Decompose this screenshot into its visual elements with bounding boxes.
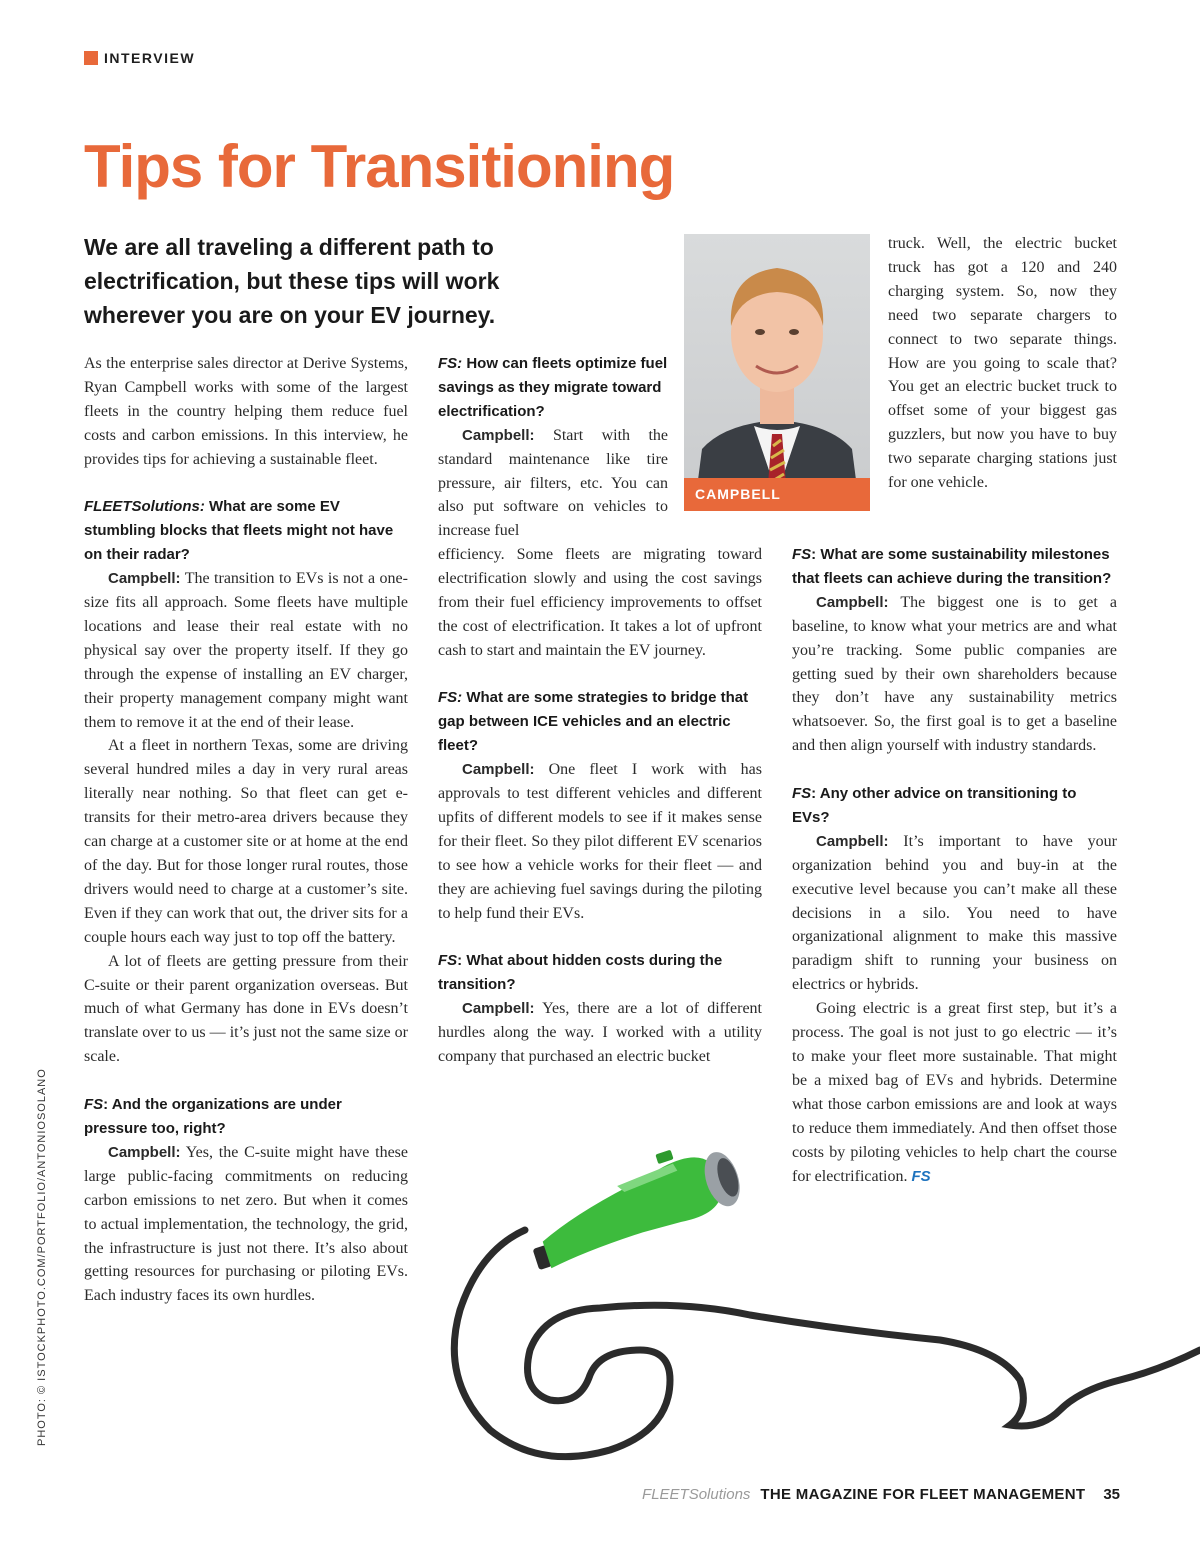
answer-7 bbox=[792, 830, 1117, 997]
magazine-name: FLEETSolutions bbox=[642, 1486, 751, 1503]
paragraph: A lot of fleets are getting pressure from their C-suite or their parent organization overseas. But much of what Germany has done in EVs doesn’t translate over to us — it’s just not the same size or scale. bbox=[84, 952, 408, 1066]
answer-3-continued: efficiency. Some fleets are migrating toward electrification slowly and using the cost savings from their fuel efficiency improvements to offset the cost of electrification. It takes a lot of upfront cash to start and maintain the EV journey. bbox=[438, 546, 762, 659]
question-6 bbox=[792, 543, 1117, 591]
column-3 bbox=[792, 543, 1117, 1188]
ev-charger-plug-icon bbox=[420, 1150, 1200, 1480]
intro-paragraph: As the enterprise sales director at Derive Systems, Ryan Campbell works with some of the largest fleets in the country helping them reduce fuel costs and carbon emissions. In this interview, he provides tips for achieving a sustainable fleet. bbox=[84, 355, 408, 468]
campbell-photo bbox=[684, 234, 870, 511]
answer-label: Campbell: bbox=[816, 593, 889, 611]
question-text: : Any other advice on transitioning to EVs? bbox=[792, 785, 1077, 826]
section-square-icon bbox=[84, 51, 98, 65]
answer-3 bbox=[438, 424, 668, 544]
section-tag bbox=[84, 50, 195, 66]
deck-line: We are all traveling a different path to bbox=[84, 234, 494, 260]
question-label: FLEETSolutions: bbox=[84, 498, 205, 516]
column-1 bbox=[84, 352, 408, 1308]
question-label: FS: bbox=[438, 355, 463, 372]
question-label: FS: bbox=[438, 689, 463, 707]
answer-5-continued: truck. Well, the electric bucket truck has got a 120 and 240 charging system. So, now they need two separate chargers to connect to two separate things. How are you going to scale that? You get an electric bucket truck to offset some of your biggest gas guzzlers, but now you have to buy two separate charging stations just for one vehicle. bbox=[888, 235, 1117, 492]
question-text: : And the organizations are under pressure too, right? bbox=[84, 1096, 342, 1137]
paragraph: At a fleet in northern Texas, some are driving several hundred miles a day in very rural areas literally near nothing. So that fleet can get e-transits for their metro-area drivers because they can charge at a customer site or at home at the end of the day. But for those longer rural routes, those drivers would need to charge at a customer’s site. Even if they can work that out, the driver sits for a couple hours each way just to top off the battery. bbox=[84, 737, 408, 946]
question-text: What are some EV stumbling blocks that fleets might not have on their radar? bbox=[84, 498, 394, 564]
answer-2 bbox=[84, 1141, 408, 1308]
article-title: Tips for Transitioning bbox=[84, 133, 675, 200]
answer-text: Start with the standard maintenance like tire pressure, air filters, etc. You can also put software on vehicles to increase fuel bbox=[438, 426, 668, 540]
end-mark-icon: FS bbox=[911, 1167, 931, 1185]
answer-text: It’s important to have your organization behind you and buy-in at the executive level because you can’t make all these decisions in a silo. You need to have organizational alignment to make this massive paradigm shift to running your business on electrics or hybrids. bbox=[792, 832, 1118, 994]
answer-label: Campbell: bbox=[108, 1143, 181, 1161]
question-5 bbox=[438, 949, 762, 997]
photo-credit: PHOTO: © ISTOCKPHOTO.COM/PORTFOLIO/ANTONIOSOLANO bbox=[36, 1068, 48, 1446]
article-deck bbox=[84, 230, 604, 332]
answer-text: One fleet I work with has approvals to test different vehicles and different upfits of different models to see if it makes sense for their fleet. So they pilot different EV scenarios to see how a vehicle works for their fleet — and they are achieving fuel savings during the piloting to help fund their EVs. bbox=[438, 761, 763, 922]
answer-text: Yes, the C-suite might have these large public-facing commitments on reducing carbon emissions to net zero. But when it comes to actual implementation, the technology, the grid, the infrastructure is just not there. It’s also about getting resources for purchasing or piloting EVs. Each industry faces its own hurdles. bbox=[84, 1143, 409, 1305]
question-2 bbox=[84, 1093, 408, 1141]
question-text: How can fleets optimize fuel savings as they migrate toward electrification? bbox=[438, 355, 668, 420]
answer-label: Campbell: bbox=[816, 832, 889, 850]
portrait-icon bbox=[684, 234, 870, 511]
question-text: What are some strategies to bridge that gap between ICE vehicles and an electric fleet? bbox=[438, 689, 749, 755]
deck-line: wherever you are on your EV journey. bbox=[84, 302, 496, 328]
magazine-tagline: THE MAGAZINE FOR FLEET MANAGEMENT bbox=[760, 1486, 1086, 1503]
question-text: : What about hidden costs during the transition? bbox=[438, 952, 723, 994]
column-2 bbox=[438, 543, 762, 1069]
question-3 bbox=[438, 352, 668, 424]
answer-5 bbox=[438, 997, 762, 1069]
answer-label: Campbell: bbox=[462, 426, 535, 444]
question-text: : What are some sustainability milestones that fleets can achieve during the transition? bbox=[792, 546, 1112, 587]
answer-text: The transition to EVs is not a one-size fits all approach. Some fleets have multiple locations and lease their real estate with no physical say over the property itself. If they go through the expense of installing an EV charger, their property management company might want them to remove it at the end of their lease. bbox=[84, 570, 408, 731]
deck-line: electrification, but these tips will work bbox=[84, 268, 500, 294]
answer-text: The biggest one is to get a baseline, to know what your metrics are and what you’re tracking. Some public companies are getting sued by their own shareholders because they don’t have any sustainability metrics whatsoever. So, the first goal is to get a baseline and then align yourself with industry standards. bbox=[792, 593, 1117, 755]
question-4 bbox=[438, 686, 762, 758]
page-footer bbox=[642, 1486, 1120, 1503]
column-3-top bbox=[888, 232, 1117, 495]
closing-text: Going electric is a great first step, but it’s a process. The goal is not just to go electric — it’s to make your fleet more sustainable. That might be a mixed bag of EVs and hybrids. Determine what those carbon emissions are and look at ways to reduce them immediately. And then offset those costs by piloting vehicles to help chart the course for electrification. bbox=[792, 1000, 1117, 1185]
photo-caption: CAMPBELL bbox=[684, 478, 870, 511]
answer-label: Campbell: bbox=[108, 570, 181, 588]
column-2-top bbox=[438, 352, 668, 543]
question-label: FS bbox=[438, 952, 458, 970]
answer-4 bbox=[438, 758, 762, 925]
question-7 bbox=[792, 782, 1117, 830]
page-number: 35 bbox=[1103, 1486, 1120, 1503]
question-label: FS bbox=[792, 785, 812, 803]
answer-label: Campbell: bbox=[462, 761, 535, 779]
section-label: INTERVIEW bbox=[104, 50, 196, 66]
question-label: FS bbox=[84, 1096, 104, 1114]
question-label: FS bbox=[792, 546, 812, 563]
answer-label: Campbell: bbox=[462, 1000, 535, 1018]
answer-6 bbox=[792, 591, 1117, 758]
answer-1 bbox=[84, 567, 408, 734]
question-1 bbox=[84, 495, 408, 567]
answer-text: Yes, there are a lot of different hurdles along the way. I worked with a utility company that purchased an electric bucket bbox=[438, 1000, 762, 1065]
